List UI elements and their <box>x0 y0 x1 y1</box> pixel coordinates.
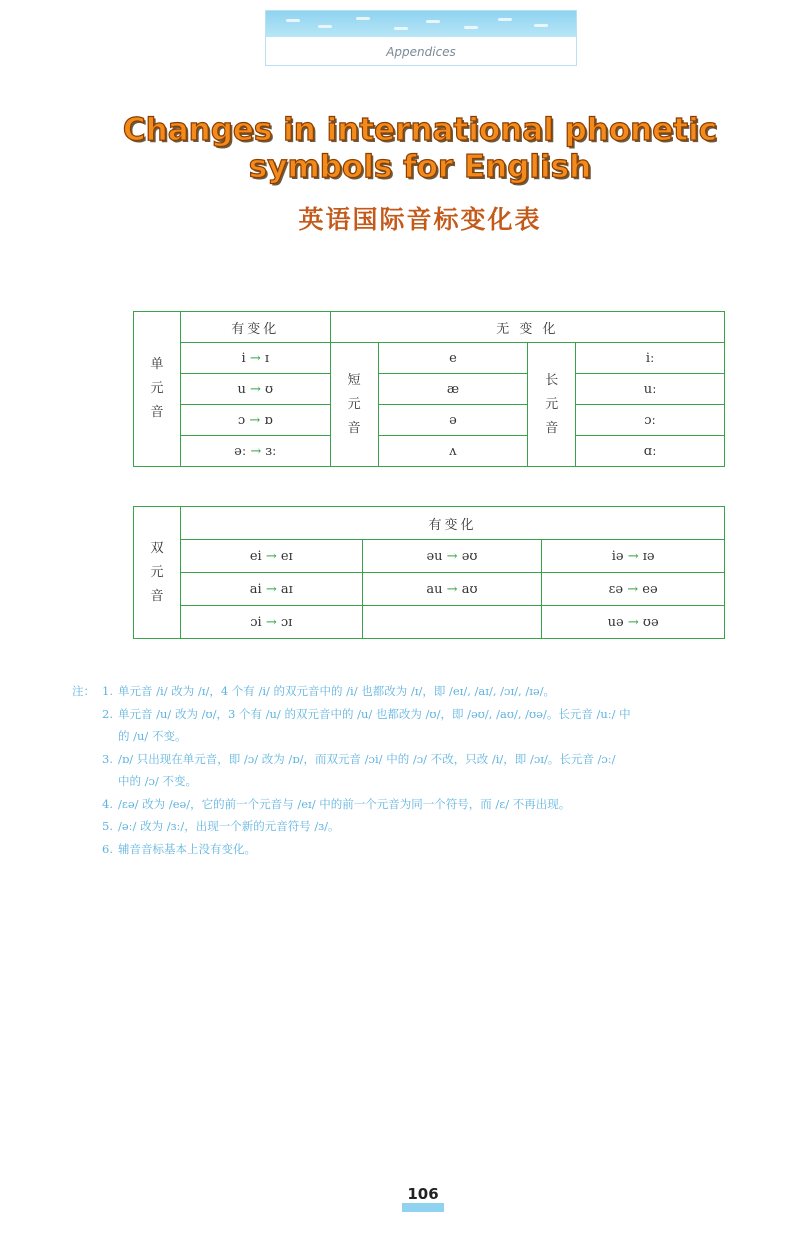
banner-sky-image <box>266 11 576 37</box>
long-vowel-cell: ɔː <box>576 405 725 436</box>
diphthong-label: 双 元 音 <box>134 507 181 639</box>
changed-cell: i → ɪ <box>180 343 330 374</box>
note-item: 6. 辅音音标基本上没有变化。 <box>102 841 256 856</box>
changed-header: 有变化 <box>180 312 330 343</box>
note-item: 注： 1. 单元音 /i/ 改为 /ɪ/，4 个有 /i/ 的双元音中的 /i/ 也都改为 /ɪ/，即 /eɪ/, /aɪ/, /ɔɪ/, /ɪə/。 <box>72 680 772 703</box>
note-continuation: 中的 /ɔ/ 不变。 <box>118 774 198 788</box>
long-vowel-cell: ɑː <box>576 436 725 467</box>
table-row <box>134 573 725 606</box>
long-vowel-cell: iː <box>576 343 725 374</box>
unchanged-header: 无 变 化 <box>330 312 724 343</box>
changed-cell: ɔ → ɒ <box>180 405 330 436</box>
note-continuation: 的 /u/ 不变。 <box>118 729 187 743</box>
table-row <box>134 374 725 405</box>
title-line-2: symbols for English <box>248 149 592 185</box>
diphthong-cell: ei → eɪ <box>180 540 362 573</box>
note-item: 5. /əː/ 改为 /ɜː/，出现一个新的元音符号 /ɜ/。 <box>102 819 340 833</box>
diphthong-cell: ɔi → ɔɪ <box>180 606 362 639</box>
title-line-1: Changes in international phonetic <box>122 112 718 148</box>
short-vowel-cell: ə <box>378 405 528 436</box>
notes-prefix: 注： <box>72 684 95 698</box>
notes-section <box>72 680 772 860</box>
section-label: Appendices <box>386 45 456 59</box>
note-item: 4. /ɛə/ 改为 /eə/，它的前一个元音与 /eɪ/ 中的前一个元音为同一个符号，而 /ɛ/ 不再出现。 <box>102 796 571 811</box>
short-vowel-cell: æ <box>378 374 528 405</box>
changed-cell: əː → ɜː <box>180 436 330 467</box>
long-vowel-label: 长 元 音 <box>528 343 576 467</box>
table-row <box>134 436 725 467</box>
diphthong-cell: əu → əʊ <box>362 540 542 573</box>
short-vowel-label: 短 元 音 <box>330 343 378 467</box>
page-number-bar <box>402 1203 444 1212</box>
short-vowel-cell: e <box>378 343 528 374</box>
changed-cell: u → ʊ <box>180 374 330 405</box>
table-row <box>134 540 725 573</box>
table-row <box>134 606 725 639</box>
page-number: 106 <box>407 1185 439 1203</box>
table-header-row <box>134 312 725 343</box>
short-vowel-cell: ʌ <box>378 436 528 467</box>
page-title-chinese: 英语国际音标变化表 <box>298 205 542 234</box>
diphthong-cell: uə → ʊə <box>542 606 725 639</box>
diphthong-header: 有变化 <box>180 507 724 540</box>
long-vowel-cell: uː <box>576 374 725 405</box>
empty-cell <box>362 606 542 639</box>
page-title-english <box>60 112 780 186</box>
diphthong-cell: iə → ɪə <box>542 540 725 573</box>
diphthong-cell: au → aʊ <box>362 573 542 606</box>
note-item: 2. 单元音 /u/ 改为 /ʊ/，3 个有 /u/ 的双元音中的 /u/ 也都改为 /ʊ/，即 /əʊ/, /aʊ/, /ʊə/。长元音 /uː/ 中 <box>102 706 631 721</box>
table-row <box>134 343 725 374</box>
diphthong-cell: ɛə → eə <box>542 573 725 606</box>
diphthong-cell: ai → aɪ <box>180 573 362 606</box>
table-row <box>134 405 725 436</box>
diphthong-table <box>133 506 725 639</box>
table-header-row <box>134 507 725 540</box>
monophthong-label: 单 元 音 <box>134 312 181 467</box>
monophthong-table <box>133 311 725 467</box>
header-banner <box>265 10 577 66</box>
note-item: 3. /ɒ/ 只出现在单元音，即 /ɔ/ 改为 /ɒ/，而双元音 /ɔi/ 中的 /ɔ/ 不改，只改 /i/，即 /ɔɪ/。长元音 /ɔː/ <box>102 751 616 766</box>
